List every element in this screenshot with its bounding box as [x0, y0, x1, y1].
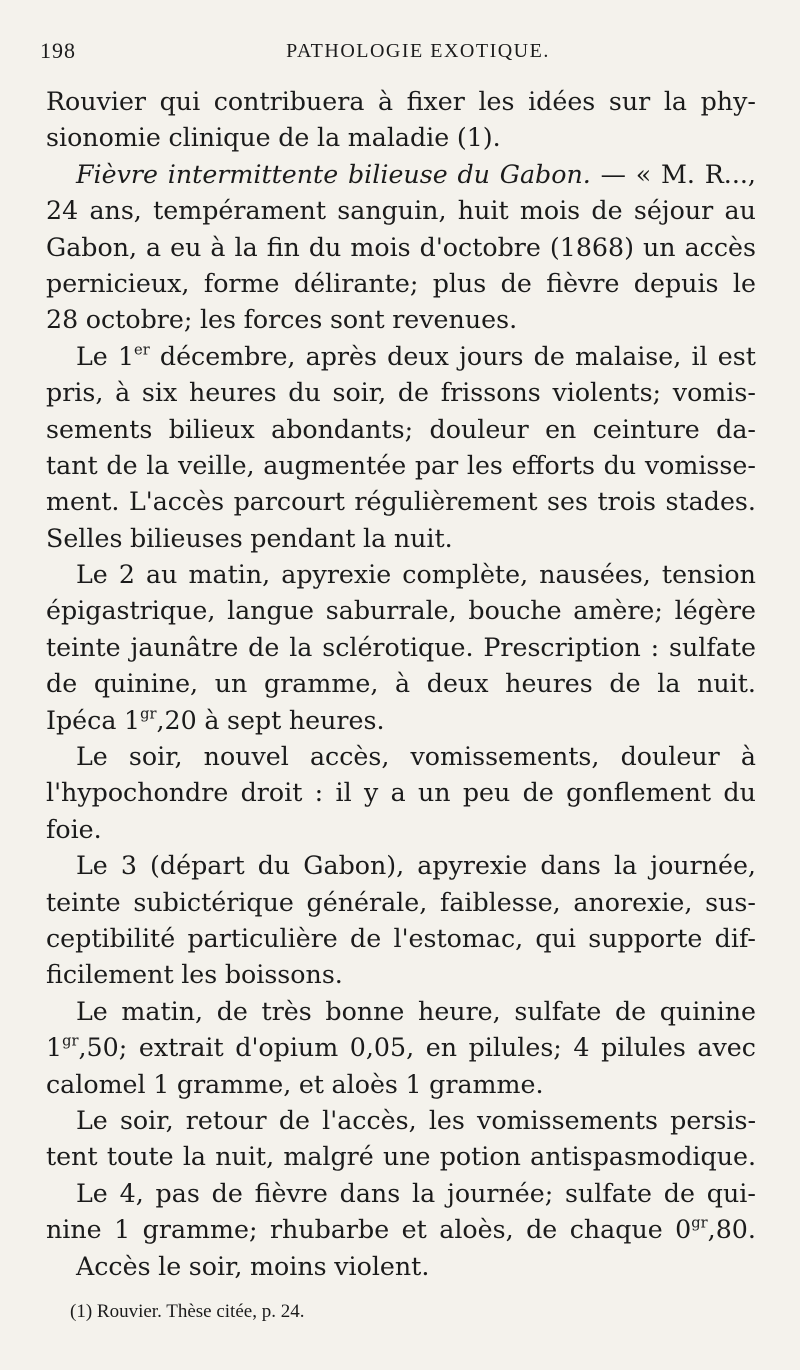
text-line: $1^{gr},50$; extrait d'opium 0,05, en pilules; 4 pilules avec	[46, 1032, 756, 1063]
text-line: foie.	[46, 814, 102, 844]
text-line: Le soir, nouvel accès, vomissements, douleur à	[76, 742, 756, 772]
text-line: de quinine, un gramme, à deux heures de la nuit.	[46, 669, 756, 699]
text-line: épigastrique, langue saburrale, bouche amère; légère	[46, 596, 756, 626]
text-line: pernicieux, forme délirante; plus de fièvre depuis le	[46, 268, 756, 298]
text-line: teinte jaunâtre de la sclérotique. Prescription : sulfate	[46, 632, 756, 662]
text-line: nine 1 gramme; rhubarbe et aloès, de chaque $0^{gr},80$.	[46, 1214, 756, 1245]
footnote: (1) Rouvier. Thèse citée, p. 24.	[70, 1301, 305, 1322]
text-line: Selles bilieuses pendant la nuit.	[46, 523, 453, 553]
page-number: 198	[40, 38, 76, 63]
text-line: sionomie clinique de la maladie (1).	[46, 123, 501, 153]
text-line: teinte subictérique générale, faiblesse, anorexie, sus-	[46, 887, 756, 917]
text-line: Rouvier qui contribuera à fixer les idées sur la phy-	[46, 87, 756, 116]
text-line: pris, à six heures du soir, de frissons violents; vomis-	[46, 378, 756, 408]
text-line: Gabon, a eu à la fin du mois d'octobre (1868) un accès	[46, 232, 756, 262]
text-line: Accès le soir, moins violent.	[76, 1251, 430, 1281]
text-line: Le matin, de très bonne heure, sulfate de quinine	[76, 996, 756, 1026]
body-text	[46, 84, 756, 1285]
text-line: Fièvre intermittente bilieuse du Gabon. — « M. R...,	[76, 159, 756, 189]
text-line: Le 4, pas de fièvre dans la journée; sulfate de qui-	[76, 1178, 756, 1208]
text-line: 24 ans, tempérament sanguin, huit mois de séjour au	[46, 196, 756, 226]
text-line: 28 octobre; les forces sont revenues.	[46, 305, 518, 335]
text-line: tant de la veille, augmentée par les efforts du vomisse-	[46, 450, 756, 480]
text-line: tent toute la nuit, malgré une potion antispasmodique.	[46, 1142, 756, 1172]
text-line: ment. L'accès parcourt régulièrement ses trois stades.	[46, 487, 756, 517]
text-line: Le 2 au matin, apyrexie complète, nausées, tension	[76, 560, 756, 590]
text-line: sements bilieux abondants; douleur en ceinture da-	[46, 414, 756, 444]
text-line: Le 3 (départ du Gabon), apyrexie dans la journée,	[76, 851, 756, 881]
text-line: Le soir, retour de l'accès, les vomissements persis-	[76, 1105, 756, 1135]
text-line: calomel 1 gramme, et aloès 1 gramme.	[46, 1069, 544, 1099]
page-header	[40, 38, 756, 68]
text-line: Ipéca $1^{gr},20$ à sept heures.	[46, 705, 385, 735]
text-line: Le 1er décembre, après deux jours de malaise, il est	[76, 341, 756, 371]
running-title: PATHOLOGIE EXOTIQUE.	[286, 40, 550, 62]
text-line: ficilement les boissons.	[46, 960, 343, 990]
text-line: ceptibilité particulière de l'estomac, qui supporte dif-	[46, 923, 756, 953]
text-line: l'hypochondre droit : il y a un peu de gonflement du	[46, 778, 756, 808]
